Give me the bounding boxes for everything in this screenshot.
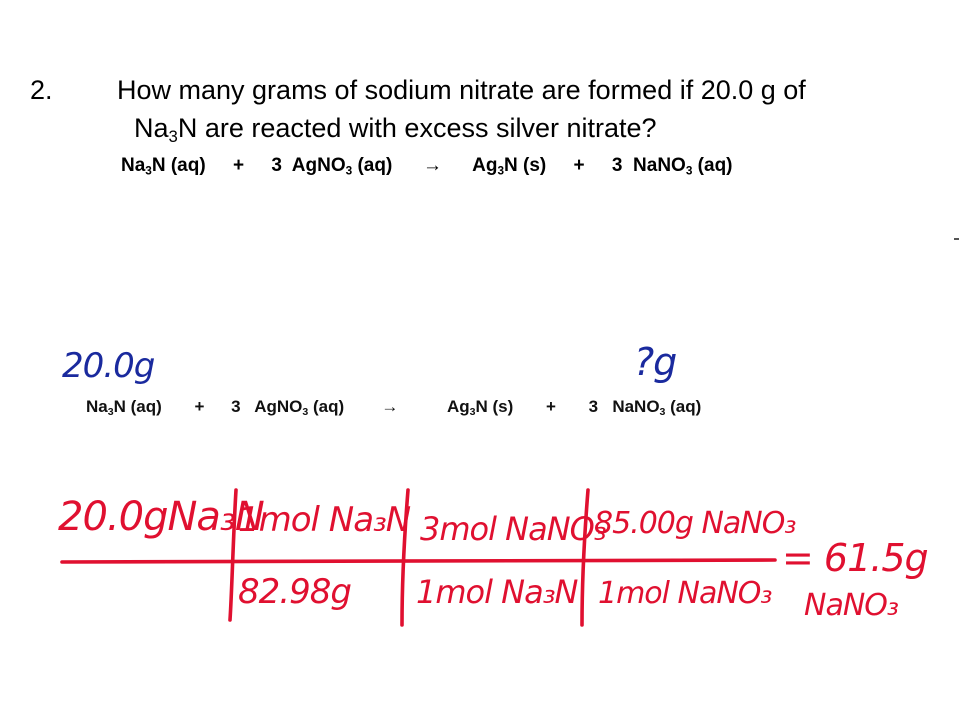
eq-arrow-icon: →	[423, 155, 443, 176]
eq2-product1-sub: 3	[469, 406, 476, 419]
eq2-coef4: 3	[588, 397, 599, 416]
eq2-plus2: +	[546, 397, 556, 416]
eq-reactant2-sub: 3	[345, 164, 353, 178]
eq2-reactant2-rest: (aq)	[312, 397, 345, 416]
handwritten-answer-unit: NaNO₃	[804, 588, 898, 623]
handwritten-given-mass: 20.0g	[62, 346, 155, 386]
eq-coef2: 3	[271, 155, 282, 176]
eq2-reactant1-rest: N (aq)	[113, 397, 162, 416]
eq-plus1: +	[232, 155, 245, 176]
eq2-reactant2-sub: 3	[302, 406, 309, 419]
handwritten-answer: = 61.5g	[782, 536, 928, 580]
handwritten-unknown: ?g	[634, 340, 677, 384]
eq-product2-sub: 3	[685, 164, 693, 178]
handwritten-term3-denominator: 1mol Na₃N	[416, 573, 578, 611]
question-formula: Na	[134, 113, 169, 143]
eq2-plus1: +	[194, 397, 205, 416]
eq2-arrow-icon: →	[381, 397, 399, 416]
eq-product1: Ag	[472, 155, 498, 176]
fraction-bar	[62, 560, 775, 562]
eq-plus2: +	[573, 155, 585, 176]
eq-product2-rest: (aq)	[697, 155, 733, 176]
eq-reactant1-sub: 3	[145, 164, 152, 178]
handwritten-term2-numerator: 1mol Na₃N	[238, 500, 411, 540]
eq-reactant1-rest: N (aq)	[151, 155, 206, 176]
handwritten-term4-denominator: 1mol NaNO₃	[598, 576, 772, 611]
eq-reactant2-rest: (aq)	[357, 155, 393, 176]
handwritten-term4-numerator: 85.00g NaNO₃	[594, 506, 796, 541]
eq2-coef2: 3	[231, 397, 241, 416]
eq-product1-sub: 3	[497, 164, 504, 178]
eq2-reactant1-sub: 3	[107, 406, 114, 419]
eq-reactant2: AgNO	[291, 155, 346, 176]
question-number: 2.	[30, 75, 53, 105]
handwritten-term3-numerator: 3mol NaNO₃	[420, 510, 606, 548]
eq2-product1-rest: N (s)	[475, 397, 514, 416]
eq-reactant1: Na	[121, 155, 146, 176]
eq2-reactant1: Na	[86, 397, 108, 416]
eq2-reactant2: AgNO	[254, 397, 303, 416]
question-text-line1: How many grams of sodium nitrate are formed if 20.0 g of	[117, 75, 806, 105]
eq2-product2-sub: 3	[659, 406, 666, 419]
eq2-product2: NaNO	[612, 397, 660, 416]
eq-product1-rest: N (s)	[504, 155, 547, 176]
handwritten-term1-numerator: 20.0gNa₃N	[58, 494, 264, 540]
divider-2	[402, 490, 408, 625]
eq2-product1: Ag	[446, 397, 470, 416]
divider-1	[230, 490, 236, 620]
eq-product2: NaNO	[633, 155, 686, 176]
question-text-rest: N are reacted with excess silver nitrate?	[177, 113, 657, 143]
eq2-product2-rest: (aq)	[670, 397, 702, 416]
question-formula-sub: 3	[168, 127, 178, 147]
eq-coef4: 3	[611, 155, 623, 176]
handwritten-term2-denominator: 82.98g	[238, 572, 351, 612]
divider-3	[582, 490, 588, 625]
